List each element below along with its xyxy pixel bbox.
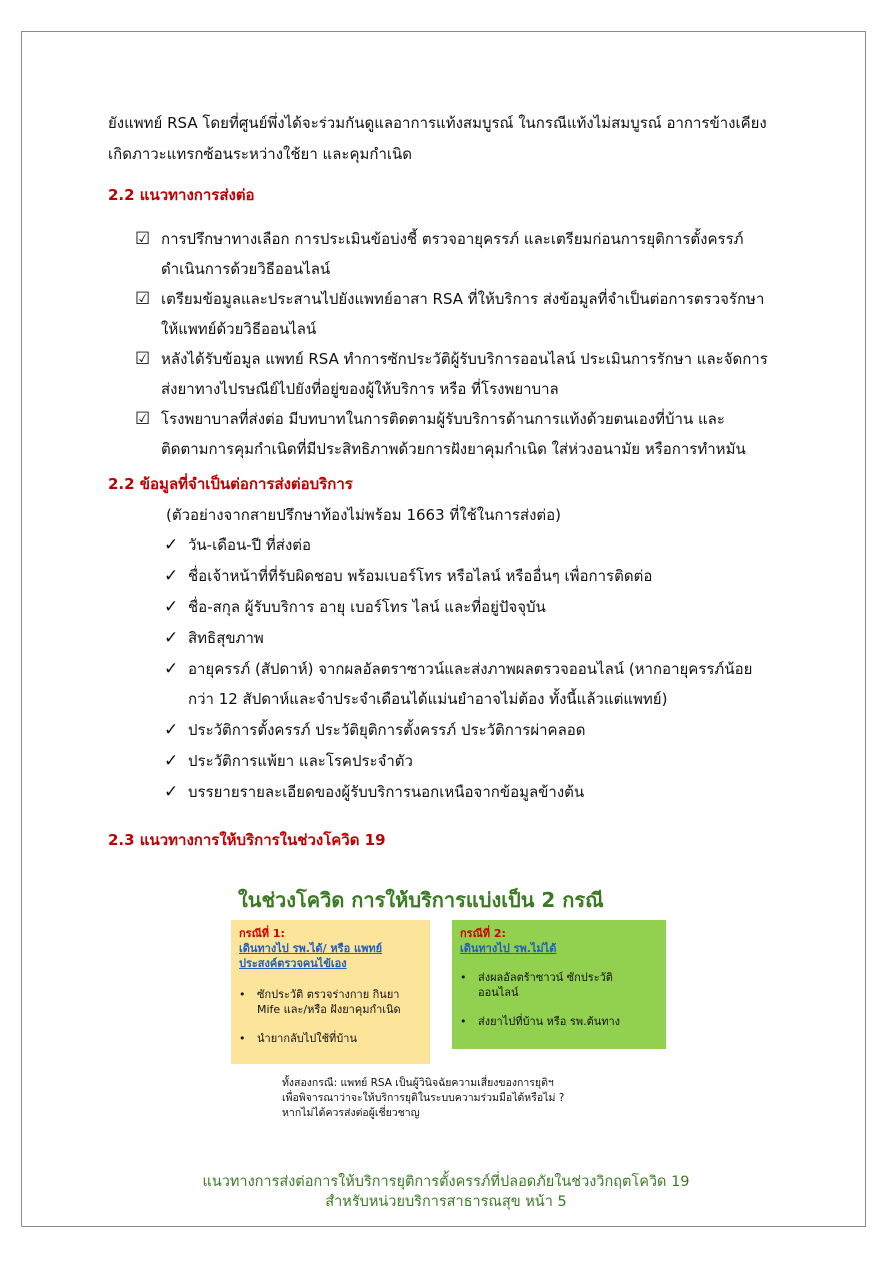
referral-item-4-line2: ติดตามการคุมกำเนิดที่มีประสิทธิภาพด้วยการฝังยาคุมกำเนิด ใส่ห่วงอนามัย หรือการทำหมัน — [161, 440, 746, 458]
case1-bullet-2: • นำยากลับไปใช้ที่บ้าน — [239, 1032, 357, 1045]
info-item-3-line1: ชื่อ-สกุล ผู้รับบริการ อายุ เบอร์โทร ไลน์ และที่อยู่ปัจจุบัน — [188, 598, 546, 616]
referral-item-checkbox — [135, 344, 157, 374]
referral-item-2-line2: ให้แพทย์ด้วยวิธีออนไลน์ — [161, 320, 317, 338]
info-item-check — [164, 715, 186, 745]
referral-item-4-line1: โรงพยาบาลที่ส่งต่อ มีบทบาทในการติดตามผู้รับบริการด้านการแท้งด้วยตนเองที่บ้าน และ — [161, 410, 725, 428]
intro-line-1: ยังแพทย์ RSA โดยที่ศูนย์พึ่งได้จะร่วมกันดูแลอาการแท้งสมบูรณ์ ในกรณีแท้งไม่สมบูรณ์ อาการข้างเคียง — [108, 114, 767, 132]
referral-item-2-line1: เตรียมข้อมูลและประสานไปยังแพทย์อาสา RSA ที่ให้บริการ ส่งข้อมูลที่จำเป็นต่อการตรวจรักษา — [161, 290, 765, 308]
checkmark-icon: ✓ — [164, 535, 179, 555]
case2-title: กรณีที่ 2: — [460, 927, 506, 940]
info-item-5-line2: กว่า 12 สัปดาห์และจำประจำเดือนได้แม่นยำอาจไม่ต้อง ทั้งนี้แล้วแต่แพทย์) — [188, 690, 668, 708]
info-item-5-line1: อายุครรภ์ (สัปดาห์) จากผลอัลตราซาวน์และส่งภาพผลตรวจออนไลน์ (หากอายุครรภ์น้อย — [188, 660, 753, 678]
info-item-check — [164, 623, 186, 653]
checkmark-icon: ✓ — [164, 782, 179, 802]
section-info-heading: 2.2 ข้อมูลที่จำเป็นต่อการส่งต่อบริการ — [108, 475, 353, 493]
info-item-check — [164, 561, 186, 591]
info-item-2-line1: ชื่อเจ้าหน้าที่ที่รับผิดชอบ พร้อมเบอร์โทร หรือไลน์ หรืออื่นๆ เพื่อการติดต่อ — [188, 567, 653, 585]
checkbox-icon: ☑ — [135, 349, 151, 369]
checkmark-icon: ✓ — [164, 628, 179, 648]
section-referral-heading: 2.2 แนวทางการส่งต่อ — [108, 186, 255, 204]
checkmark-icon: ✓ — [164, 751, 179, 771]
info-item-check — [164, 777, 186, 807]
checkmark-icon: ✓ — [164, 659, 179, 679]
info-item-check — [164, 654, 186, 684]
case1-link-line-1[interactable]: เดินทางไป รพ.ได้/ หรือ แพทย์ — [239, 942, 383, 955]
info-item-6-line1: ประวัติการตั้งครรภ์ ประวัติยุติการตั้งครรภ์ ประวัติการผ่าคลอด — [188, 721, 586, 739]
referral-item-1-line2: ดำเนินการด้วยวิธีออนไลน์ — [161, 260, 331, 278]
case2-bullet-2: • ส่งยาไปที่บ้าน หรือ รพ.ต้นทาง — [460, 1015, 621, 1028]
checkmark-icon: ✓ — [164, 597, 179, 617]
intro-line-2: เกิดภาวะแทรกซ้อนระหว่างใช้ยา และคุมกำเนิด — [108, 145, 412, 163]
referral-item-checkbox — [135, 224, 157, 254]
info-item-4-line1: สิทธิสุขภาพ — [188, 629, 264, 647]
info-item-check — [164, 746, 186, 776]
info-item-check — [164, 592, 186, 622]
info-item-check — [164, 530, 186, 560]
case1-link-line-2[interactable]: ประสงค์ตรวจคนไข้เอง — [239, 957, 347, 970]
info-item-1-line1: วัน-เดือน-ปี ที่ส่งต่อ — [188, 536, 312, 554]
checkbox-icon: ☑ — [135, 409, 151, 429]
case1-title: กรณีที่ 1: — [239, 927, 285, 940]
info-item-7-line1: ประวัติการแพ้ยา และโรคประจำตัว — [188, 752, 413, 770]
case1-bullet-1: • ซักประวัติ ตรวจร่างกาย กินยา Mife และ/หรือ ฝังยาคุมกำเนิด — [239, 988, 401, 1016]
info-item-8-line1: บรรยายรายละเอียดของผู้รับบริการนอกเหนือจากข้อมูลข้างต้น — [188, 783, 585, 801]
case2-bullet-1: • ส่งผลอัลตร้าซาวน์ ซักประวัติ ออนไลน์ — [460, 971, 613, 999]
referral-item-checkbox — [135, 404, 157, 434]
footer-line-1: แนวทางการส่งต่อการให้บริการยุติการตั้งครรภ์ที่ปลอดภัยในช่วงวิกฤตโควิด 19 — [202, 1174, 690, 1190]
checkmark-icon: ✓ — [164, 720, 179, 740]
referral-item-1-line1: การปรึกษาทางเลือก การประเมินข้อบ่งชี้ ตรวจอายุครรภ์ และเตรียมก่อนการยุติการตั้งครรภ์ — [161, 230, 744, 248]
case2-link-line-1[interactable]: เดินทางไป รพ.ไม่ได้ — [460, 942, 557, 955]
case1-box — [231, 920, 430, 1064]
footer-line-2: สำหรับหน่วยบริการสาธารณสุข หน้า 5 — [325, 1194, 567, 1210]
section-covid-heading: 2.3 แนวทางการให้บริการในช่วงโควิด 19 — [108, 831, 386, 849]
infographic-note-line-3: หากไม่ได้ควรส่งต่อผู้เชี่ยวชาญ — [282, 1107, 420, 1119]
page-frame — [21, 31, 866, 1227]
checkmark-icon: ✓ — [164, 566, 179, 586]
checkbox-icon: ☑ — [135, 229, 151, 249]
referral-item-3-line1: หลังได้รับข้อมูล แพทย์ RSA ทำการซักประวัติผู้รับบริการออนไลน์ ประเมินการรักษา และจัดการ — [161, 350, 768, 368]
referral-item-3-line2: ส่งยาทางไปรษณีย์ไปยังที่อยู่ของผู้ให้บริการ หรือ ที่โรงพยาบาล — [161, 380, 559, 398]
referral-item-checkbox — [135, 284, 157, 314]
case2-box — [452, 920, 666, 1049]
infographic-note-line-1: ทั้งสองกรณี: แพทย์ RSA เป็นผู้วินิจฉัยความเสี่ยงของการยุติฯ — [282, 1077, 554, 1089]
section-info-note: (ตัวอย่างจากสายปรึกษาท้องไม่พร้อม 1663 ที่ใช้ในการส่งต่อ) — [166, 506, 562, 524]
checkbox-icon: ☑ — [135, 289, 151, 309]
infographic-title: ในช่วงโควิด การให้บริการแบ่งเป็น 2 กรณี — [238, 888, 604, 912]
infographic-note-line-2: เพื่อพิจารณาว่าจะให้บริการยุติในระบบความร่วมมือได้หรือไม่ ? — [282, 1092, 565, 1104]
